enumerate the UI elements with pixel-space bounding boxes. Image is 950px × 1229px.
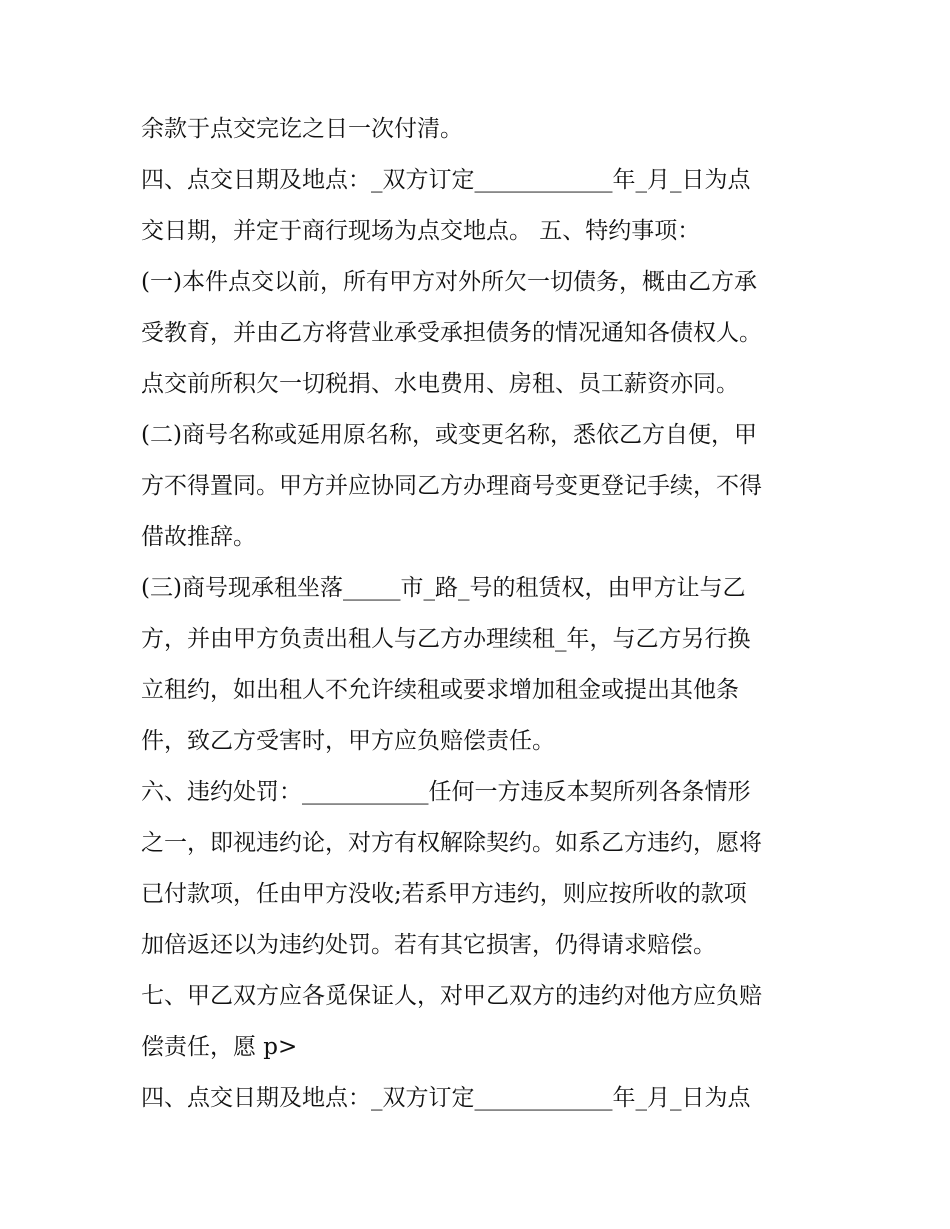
text-line: 借故推辞。 (141, 524, 256, 550)
text-line: 方不得置同。甲方并应协同乙方办理商号变更登记手续，不得 (141, 473, 762, 499)
text-line: 之一，即视违约论，对方有权解除契约。如系乙方违约，愿将 (141, 830, 762, 856)
text-line: 点交前所积欠一切税捐、水电费用、房租、员工薪资亦同。 (141, 371, 739, 397)
text-line: 加倍返还以为违约处罚。若有其它损害，仍得请求赔偿。 (141, 932, 716, 958)
text-line: 偿责任，愿 p> (141, 1034, 298, 1060)
text-line: 四、点交日期及地点：_双方订定____________年_月_日为点 (141, 167, 751, 193)
text-line: 交日期，并定于商行现场为点交地点。 五、特约事项： (141, 218, 701, 244)
text-line: 余款于点交完讫之日一次付清。 (141, 116, 463, 142)
text-line: 件，致乙方受害时，甲方应负赔偿责任。 (141, 728, 555, 754)
text-line: 七、甲乙双方应各觅保证人，对甲乙双方的违约对他方应负赔 (141, 983, 762, 1009)
text-line: 方，并由甲方负责出租人与乙方办理续租_年，与乙方另行换 (141, 626, 751, 652)
text-line: 已付款项，任由甲方没收;若系甲方违约，则应按所收的款项 (141, 881, 747, 907)
text-line: 六、违约处罚：___________任何一方违反本契所列各条情形 (141, 779, 751, 805)
contract-text (141, 104, 821, 1124)
text-line: (二)商号名称或延用原名称，或变更名称，悉依乙方自便，甲 (141, 422, 757, 448)
text-line: 立租约，如出租人不允许续租或要求增加租金或提出其他条 (141, 677, 739, 703)
text-line: 四、点交日期及地点：_双方订定____________年_月_日为点 (141, 1085, 751, 1111)
text-line: (一)本件点交以前，所有甲方对外所欠一切债务，概由乙方承 (141, 269, 757, 295)
text-line: (三)商号现承租坐落_____市_路_号的租赁权，由甲方让与乙 (141, 575, 746, 601)
text-line: 受教育，并由乙方将营业承受承担债务的情况通知各债权人。 (141, 320, 762, 346)
